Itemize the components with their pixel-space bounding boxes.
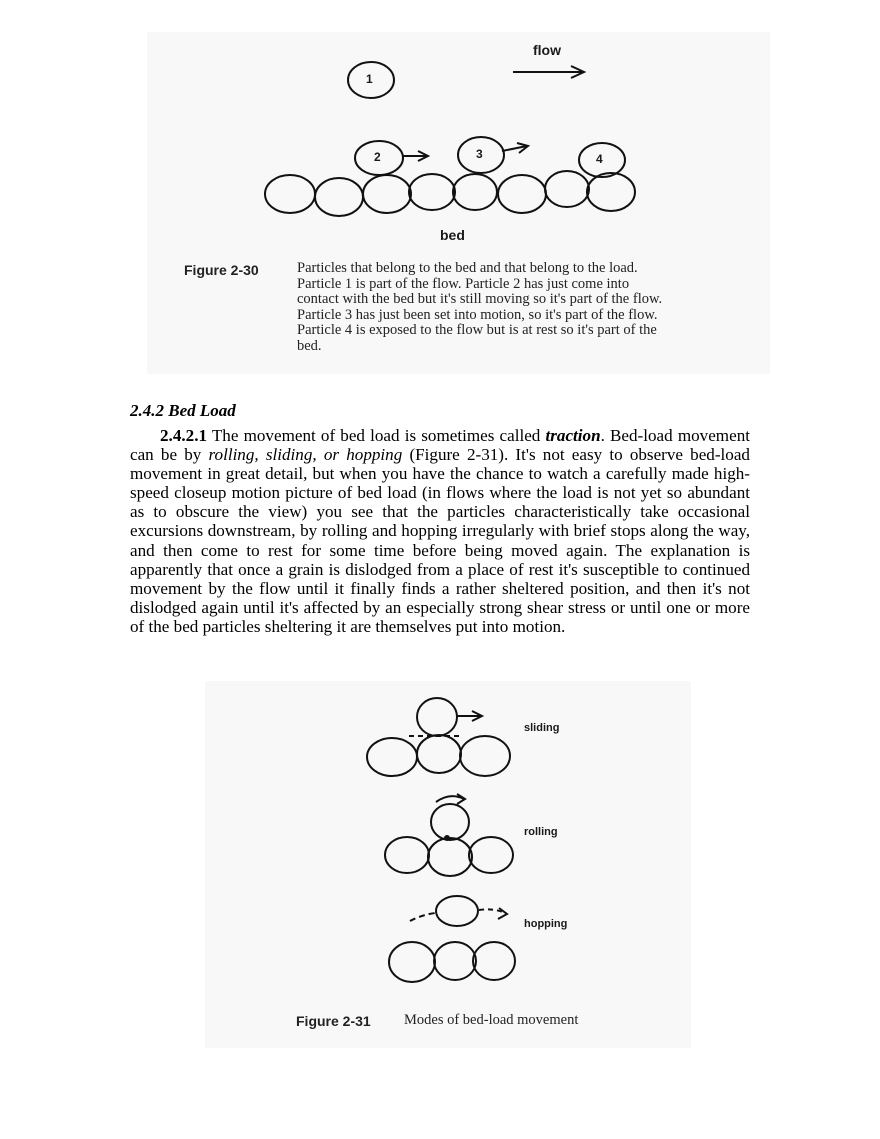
term-traction: traction <box>545 426 601 445</box>
caption-line: Particle 3 has just been set into motion, so it's part of the flow. <box>297 306 658 323</box>
paragraph-text: The movement of bed load is sometimes called <box>207 426 546 445</box>
caption-line: Particle 1 is part of the flow. Particle 2 has just come into <box>297 275 630 292</box>
figure-2-31-caption: Modes of bed-load movement <box>404 1012 579 1028</box>
figure-2-31 <box>205 681 691 1048</box>
paragraph-number: 2.4.2.1 <box>160 426 208 445</box>
particle-label-4: 4 <box>596 152 603 166</box>
caption-line: Particles that belong to the bed and that belong to the load. <box>297 260 638 276</box>
particle-2-arrow <box>403 151 428 161</box>
flow-label: flow <box>533 42 561 58</box>
sliding-label: sliding <box>524 722 560 734</box>
figure-2-30-label: Figure 2-30 <box>184 262 259 278</box>
flow-arrow <box>513 66 584 78</box>
modes-list: rolling, sliding, or hopping <box>208 445 403 465</box>
section-heading: 2.4.2 Bed Load <box>130 401 236 420</box>
figure-2-31-drawing <box>205 681 691 1048</box>
paragraph-text: (Figure 2-31). It's not easy to observe bed-load movement in great detail, but when you have the chance to watch a carefully made high-speed closeup motion picture of bed load (in flows where the load is not yet so abundant as to obscure the view) you see that the particles characteristically take occasional excursions downstream, by rolling and hopping irregularly with brief stops along the way, and then come to rest for some time before being moved again. The explanation is apparently that once a grain is dislodged from a place of rest it's susceptible to continued movement by the flow until it finally finds a rather sheltered position, and then it's not dislodged again until it's affected by an especially strong shear stress or until one or more of the bed particles sheltering it are themselves put into motion. <box>130 445 750 636</box>
particle-label-2: 2 <box>374 150 381 164</box>
hopping-label: hopping <box>524 918 568 930</box>
particle-3-arrow <box>502 143 528 153</box>
sliding-diagram <box>367 698 510 776</box>
paragraph-text: . Bed-load movement can be by <box>130 426 750 465</box>
hopping-diagram <box>389 896 515 982</box>
bed-label: bed <box>440 227 465 243</box>
figure-2-30 <box>147 32 770 374</box>
bed-particles <box>265 171 635 216</box>
rolling-diagram <box>385 794 513 876</box>
caption-line: Particle 4 is exposed to the flow but is at rest so it's part of the <box>297 322 657 338</box>
particle-label-3: 3 <box>476 147 483 161</box>
figure-2-31-label: Figure 2-31 <box>296 1013 371 1029</box>
rolling-label: rolling <box>524 826 558 838</box>
caption-line: bed. <box>297 337 322 354</box>
particle-label-1: 1 <box>366 72 373 86</box>
body-paragraph <box>130 426 750 636</box>
caption-line: contact with the bed but it's still moving so it's part of the flow. <box>297 291 663 307</box>
figure-2-30-caption <box>297 261 662 354</box>
